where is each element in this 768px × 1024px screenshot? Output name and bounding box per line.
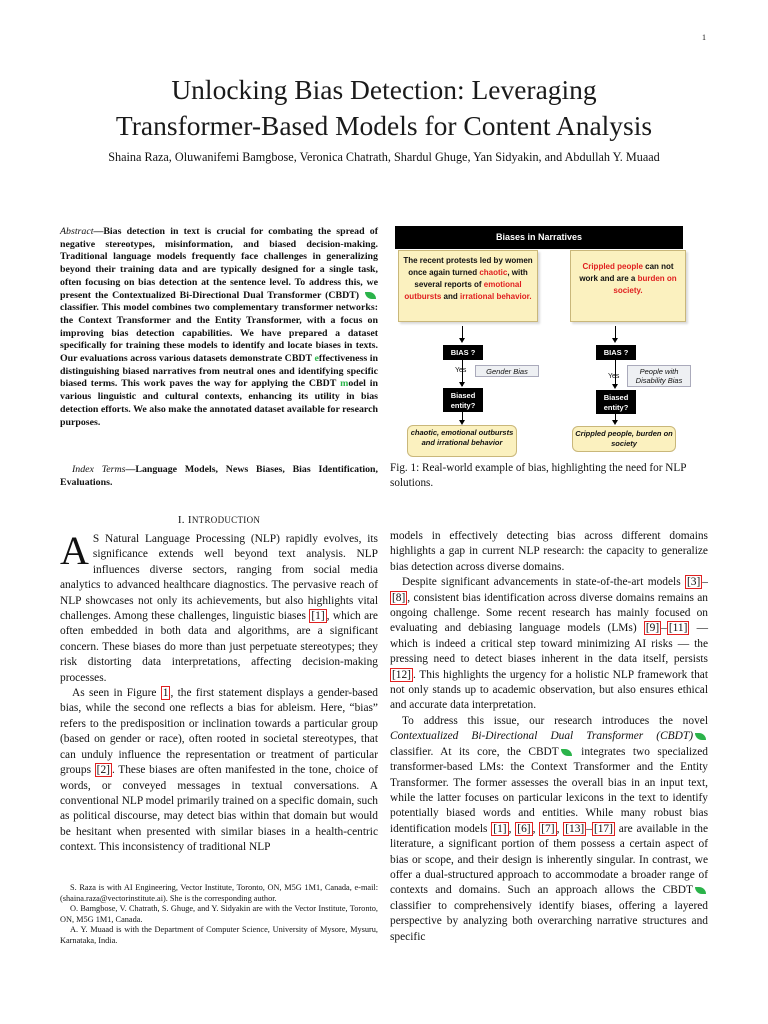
right-paragraph-3b: classifier. At its core, the CBDT — [390, 745, 559, 758]
figure-ref-link[interactable]: 1 — [162, 687, 169, 700]
right-paragraph-3d: are available in the literature, a significant portion of them possess a certain aspect of bias or scope, and their design is inherently singular. In contrast, we offer a dual-structured approach to accommodate a broader range of contexts and domains. Such an approach allows the CBDT — [390, 822, 709, 897]
note-highlight: chaotic — [479, 268, 508, 277]
abstract-green-letter: e — [314, 353, 319, 365]
right-paragraph-3c: integrates two specialized transformer-based LMs: the Context Transformer and the Entity Transformer. The former assesses the overall bias in an input text, while the latter focuses on particular lexicons in the text to identify potentially biased words and entities. While many robust bias identification models — [390, 745, 708, 835]
footnote: O. Bamgbose, V. Chatrath, S. Ghuge, and Y. Sidyakin are with the Vector Institute, Toronto, ON, M5G 1M1, Canada. — [60, 904, 378, 924]
note-text: can not work and are a — [579, 262, 674, 283]
citation-link[interactable]: [1] — [311, 610, 325, 623]
leaf-icon — [695, 733, 706, 740]
citation-link[interactable]: [17] — [593, 822, 613, 835]
arrow-down-icon — [612, 420, 618, 425]
paper-title — [40, 72, 728, 144]
right-narrative-note — [570, 250, 686, 322]
right-answer-box: Crippled people, burden on society — [572, 426, 676, 452]
note-text: , with several reports of — [414, 268, 528, 289]
citation-link[interactable]: [1] — [493, 822, 507, 835]
intro-paragraph-2a: As seen in Figure — [72, 687, 161, 700]
abstract-text-4: odel in various linguistic and cultural contexts, enhancing its utility in bias detection efforts. We also make the annotated dataset available for research purposes. — [60, 378, 378, 428]
author-list: Shaina Raza, Oluwanifemi Bamgbose, Veronica Chatrath, Shardul Ghuge, Yan Sidyakin, and Abdullah Y. Muaad — [108, 150, 660, 164]
right-paragraph-3e: classifier to comprehensively identify biases, offering a layered perspective by analyzing both overarching narrative structures and specific — [390, 899, 708, 943]
arrow-down-icon — [459, 338, 465, 343]
yes-label: Yes — [455, 367, 467, 374]
citation-dash: – — [702, 576, 708, 589]
bias-question-box: BIAS ? — [443, 345, 483, 360]
figure-1 — [390, 226, 710, 458]
note-highlight: burden on society. — [613, 274, 677, 295]
note-text: and — [441, 292, 460, 301]
right-paragraph-2a: Despite significant advancements in state-of-the-art models — [402, 576, 685, 589]
section-first-letter: I — [187, 514, 192, 526]
intro-paragraph-1b: , which are often embedded in both data and algorithms, are a significant concern. These biases do more than just perpetuate stereotypes; they risk distorting data interpretations, affecting decision-making processes. — [60, 610, 378, 684]
right-paragraph-2b: , consistent bias identification across diverse domains remains an ongoing challenge. Some recent research has mainly focused on evaluating and debiasing language models (LMs) — [390, 591, 708, 635]
left-narrative-note — [398, 250, 538, 322]
right-paragraph-2c: — which is indeed a critical step toward minimizing AI risks — the pressing need to detect biases inherent in the data itself, persists — [390, 622, 708, 666]
gender-bias-tag: Gender Bias — [475, 365, 539, 377]
page-number: 1 — [702, 33, 706, 42]
note-highlight: emotional outbursts — [404, 280, 522, 301]
intro-paragraph-2c: . These biases are often manifested in the tone, choice of words, or conveyed messages in textual conversations. A conventional NLP model primarily trained on a specific domain, such as political discourse, may detect bias within that domain but would be hesitant when presented with similar biases in a health-centric context. This inconsistency of traditional NLP — [60, 764, 378, 854]
citation-link[interactable]: [13] — [565, 822, 585, 835]
abstract-label: Abstract — [60, 226, 94, 237]
citation-link[interactable]: [8] — [392, 591, 406, 604]
title-line-2: Transformer-Based Models for Content Analysis — [115, 110, 653, 141]
citation-link[interactable]: [11] — [668, 622, 688, 635]
footnote: A. Y. Muaad is with the Department of Computer Science, University of Mysore, Mysuru, Karnataka, India. — [60, 925, 378, 945]
footnote: S. Raza is with AI Engineering, Vector Institute, Toronto, ON, M5G 1M1, Canada, e-mail: (shaina.raza@vectorinstitute.ai). She is the corresponding author. — [60, 883, 378, 903]
abstract-text-2: classifier. This model combines two complementary transformer networks: the Context Transformer and the Entity Transformer, with a focus on improving bias detection capabilities. We have prepared a dataset specifically for training these models to identify and locate biases in texts. Our evaluations across various datasets demonstrate CBDT — [60, 302, 378, 365]
index-terms — [60, 464, 378, 489]
introduction-column — [60, 528, 379, 856]
citation-link[interactable]: [9] — [645, 622, 660, 635]
title-line-1: Unlocking Bias Detection: Leveraging — [171, 74, 597, 105]
citation-link[interactable]: [12] — [392, 668, 411, 681]
abstract-text-3: ffectiveness in distinguishing biased narratives from neutral ones and identifying specific biased terms. This work paves the way for applying the CBDT — [60, 353, 378, 390]
right-column: models in effectively detecting bias across different domains highlights a gap in current NLP research: the capacity to generalize bias detection across diverse domains. Despite significant advancements in state-of-the-art models [3] –[8] , consistent bias identification across diverse domains remains an ongoing challenge. Some recent research has mainly focused on evaluating and debiasing language models (LMs) [9] – [11] — which is indeed a critical step toward minimizing AI risks — the pressing need to detect biases inherent in the data itself, persists [12] . This highlights the urgency for a holistic NLP framework that not only stands up to academic observation, but also ensures ethical and accurate data interpretation. To address this issue, our research introduces the novel Contextualized Bi-Directional Dual Transformer (CBDT) classifier. At its core, the CBDT integrates two specialized transformer-based LMs: the Context Transformer and the Entity Transformer. The former assesses the overall bias in an input text, while the latter focuses on particular lexicons in the text to identify potentially biased words and entities. While many robust bias identification models [1] , [6] , [7] , [13] – [17] are available in the literature, a significant portion of them possess a certain aspect of bias or scope, and their design is inherently singular. In contrast, we offer a dual-structured approach to accommodate a broader range of contexts and domains. Such an approach allows the CBDT classifier to comprehensively identify biases, offering a layered perspective by analyzing both overarching narrative structures and specific — [390, 530, 709, 943]
citation-link[interactable]: [7] — [541, 822, 555, 835]
biased-entity-question-box: Biased entity? — [443, 388, 483, 412]
section-numeral: I. — [177, 514, 185, 526]
figure-caption: Fig. 1: Real-world example of bias, highlighting the need for NLP solutions. — [390, 462, 686, 489]
figure-header: Biases in Narratives — [395, 226, 683, 249]
biased-entity-question-box: Biased entity? — [596, 390, 636, 414]
left-answer-box: chaotic, emotional outbursts and irrational behavior — [407, 425, 517, 457]
citation-link[interactable]: [3] — [687, 576, 701, 589]
intro-paragraph-1: S Natural Language Processing (NLP) rapidly evolves, its significance extends well beyond text analysis. NLP influences diverse sectors, ranging from social media analytics to advanced healthcare diagnostics. The pervasive reach of NLP showcases not only its achievements, but also highlights vital challenges. Among these challenges, linguistic biases — [60, 533, 378, 623]
note-highlight: irrational behavior. — [459, 292, 532, 301]
right-paragraph-2d: . This highlights the urgency for a holistic NLP framework that not only stands up to academic observation, but also ensures ethical and accurate data interpretation. — [390, 668, 708, 712]
footnotes — [60, 883, 378, 947]
abstract-text-1: —Bias detection in text is crucial for combating the spread of negative stereotypes, misinformation, and biased decision-making. Traditional language models frequently face challenges in generalizing beyond their training data and are typically designed for a single task, often focusing on bias detection at the sentence level. To address this, we present the Contextualized Bi-Directional Dual Transformer (CBDT) — [60, 226, 378, 301]
section-heading — [60, 514, 378, 526]
arrow-down-icon — [459, 382, 465, 387]
yes-label: Yes — [608, 373, 620, 380]
abstract — [60, 226, 378, 429]
model-name: Contextualized Bi-Directional Dual Transformer (CBDT) — [390, 730, 693, 743]
note-highlight: Crippled people — [582, 262, 643, 271]
index-terms-label: Index Terms — [72, 464, 126, 475]
index-terms-text: —Language Models, News Biases, Bias Identification, Evaluations. — [60, 464, 378, 488]
arrow-down-icon — [612, 384, 618, 389]
citation-link[interactable]: [6] — [517, 822, 531, 835]
abstract-green-letter: m — [340, 378, 349, 390]
note-text: The recent protests led by women once again turned — [403, 256, 533, 277]
citation-dash: – — [661, 622, 667, 635]
section-title-rest: NTRODUCTION — [191, 515, 261, 525]
arrow-down-icon — [612, 338, 618, 343]
disability-bias-tag: People with Disability Bias — [627, 365, 691, 387]
leaf-icon — [365, 292, 376, 299]
intro-paragraph-2b: , the first statement displays a gender-based bias, while the second one reflects a bias for ableism. Here, “bias” refers to the predisposition or inclination towards a particular group (based on gender or race), often rooted in societal stereotypes, that can unduly influence the representation or treatment of particular groups — [60, 687, 379, 777]
right-paragraph-1: models in effectively detecting bias across different domains highlights a gap in current NLP research: the capacity to generalize bias detection across diverse domains. — [390, 530, 708, 573]
right-paragraph-3a: To address this issue, our research introduces the novel — [402, 714, 708, 727]
leaf-icon — [561, 749, 572, 756]
citation-link[interactable]: [2] — [96, 764, 110, 777]
bias-question-box: BIAS ? — [596, 345, 636, 360]
leaf-icon — [695, 887, 706, 894]
drop-cap: A — [60, 528, 89, 573]
